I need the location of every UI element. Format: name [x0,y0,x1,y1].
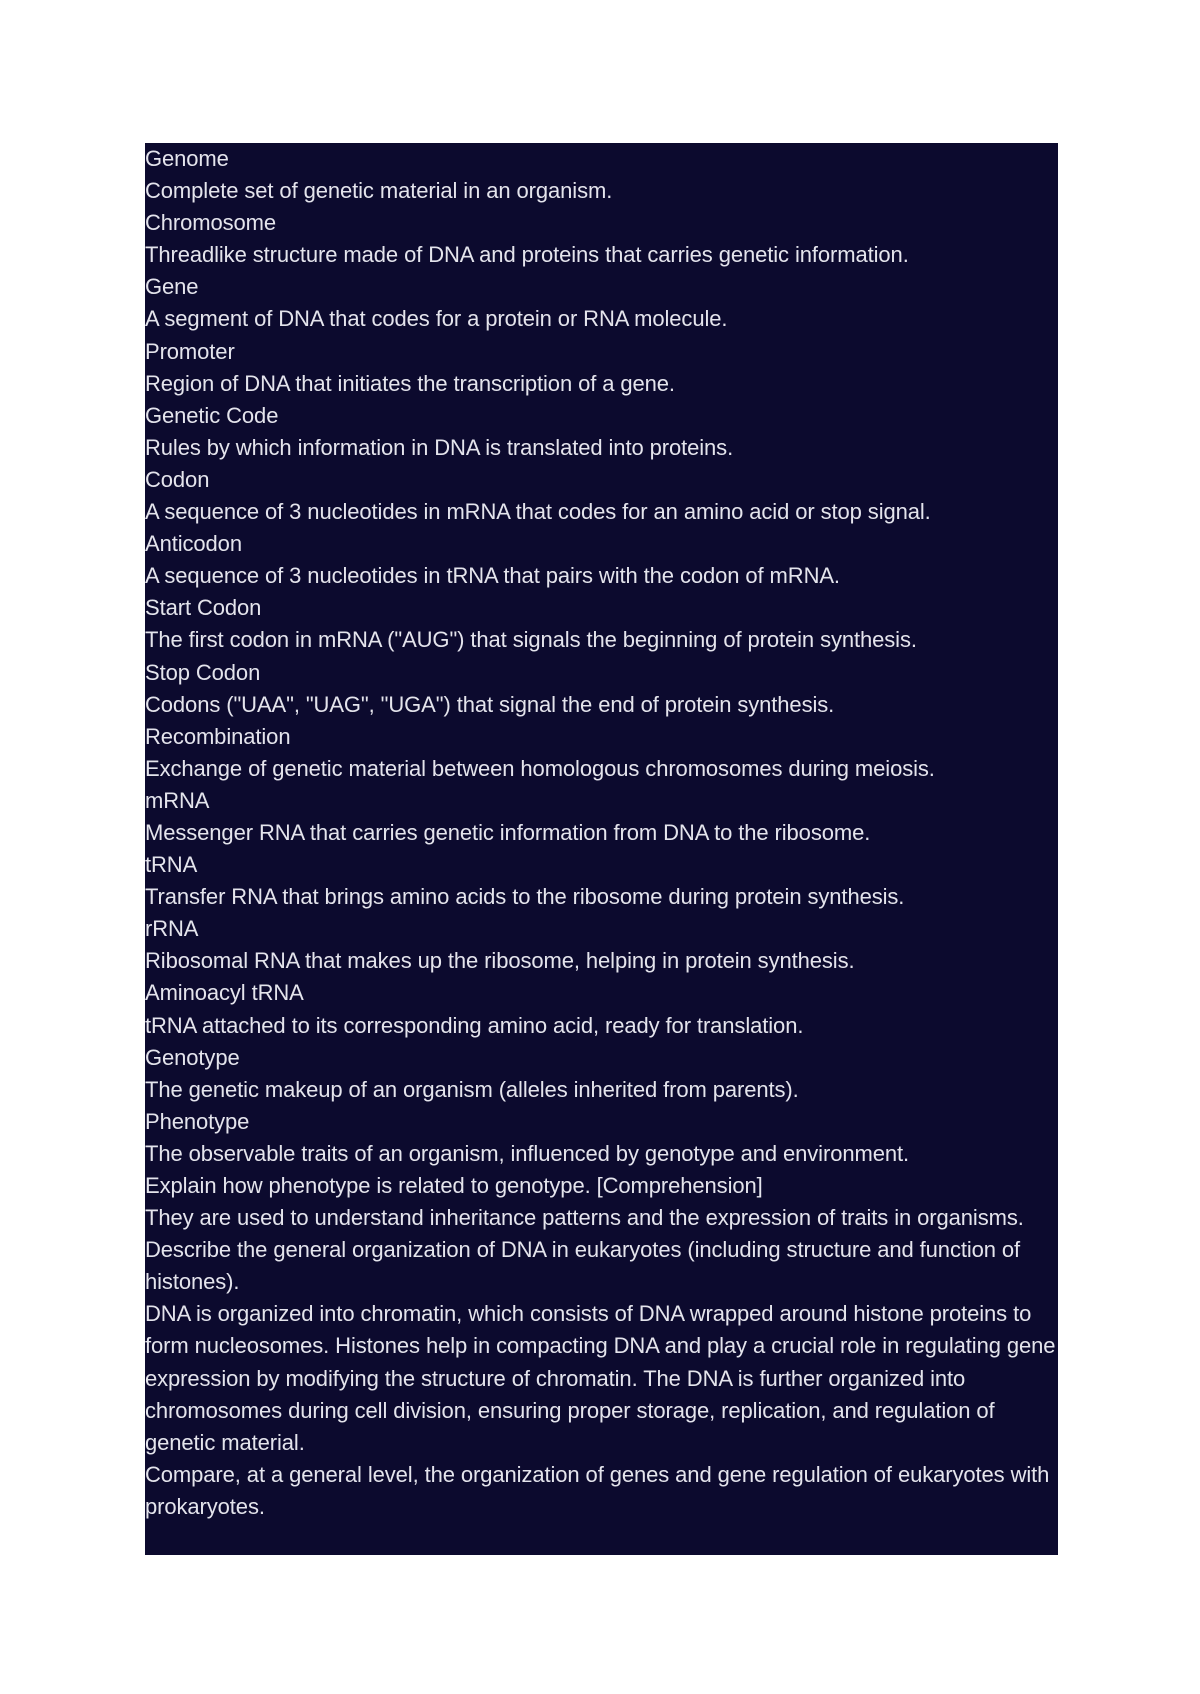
term-phenotype: Phenotype [145,1108,250,1134]
question-compare-gene-regulation: Compare, at a general level, the organization of genes and gene regulation of eukaryotes with prokaryotes. [145,1461,1050,1519]
term-chromosome: Chromosome [145,210,277,236]
question-phenotype-genotype: Explain how phenotype is related to genotype. [Comprehension] [145,1173,763,1198]
answer-phenotype-genotype: They are used to understand inheritance patterns and the expression of traits in organisms. [145,1205,1024,1231]
term-aminoacyl-trna: Aminoacyl tRNA [145,980,304,1006]
term-stop-codon: Stop Codon [145,659,261,685]
definition-genome: Complete set of genetic material in an organism. [145,178,613,204]
definition-anticodon: A sequence of 3 nucleotides in tRNA that pairs with the codon of mRNA. [145,563,840,589]
term-start-codon: Start Codon [145,595,262,621]
definition-mrna: Messenger RNA that carries genetic information from DNA to the ribosome. [145,819,871,845]
definition-recombination: Exchange of genetic material between homologous chromosomes during meiosis. [145,755,935,781]
term-genetic-code: Genetic Code [145,402,279,428]
term-genome: Genome [145,146,229,171]
term-recombination: Recombination [145,723,291,749]
definition-aminoacyl-trna: tRNA attached to its corresponding amino acid, ready for translation. [145,1012,804,1038]
definition-trna: Transfer RNA that brings amino acids to the ribosome during protein synthesis. [145,884,905,910]
term-rrna: rRNA [145,916,199,942]
flashcard-text-block [145,143,1058,1555]
term-promoter: Promoter [145,338,235,364]
term-trna: tRNA [145,852,198,878]
definition-codon: A sequence of 3 nucleotides in mRNA that codes for an amino acid or stop signal. [145,499,931,525]
term-gene: Gene [145,274,199,300]
definition-start-codon: The first codon in mRNA ("AUG") that signals the beginning of protein synthesis. [145,627,917,653]
definition-genotype: The genetic makeup of an organism (alleles inherited from parents). [145,1076,799,1102]
term-codon: Codon [145,466,210,492]
definition-chromosome: Threadlike structure made of DNA and proteins that carries genetic information. [145,242,909,268]
definition-rrna: Ribosomal RNA that makes up the ribosome, helping in protein synthesis. [145,948,855,974]
term-mrna: mRNA [145,787,210,813]
term-anticodon: Anticodon [145,531,242,557]
definition-phenotype: The observable traits of an organism, influenced by genotype and environment. [145,1140,909,1166]
question-dna-organization: Describe the general organization of DNA in eukaryotes (including structure and function of histones). [145,1237,1021,1295]
definition-gene: A segment of DNA that codes for a protein or RNA molecule. [145,306,728,332]
definition-promoter: Region of DNA that initiates the transcription of a gene. [145,370,675,396]
term-genotype: Genotype [145,1044,240,1070]
answer-dna-organization: DNA is organized into chromatin, which consists of DNA wrapped around histone proteins to form nucleosomes. Histones help in compacting DNA and play a crucial role in regulating gene expression by modifying the structure of chromatin. The DNA is further organized into chromosomes during cell division, ensuring proper storage, replication, and regulation of genetic material. [145,1301,1056,1455]
definition-genetic-code: Rules by which information in DNA is translated into proteins. [145,434,734,460]
definition-stop-codon: Codons ("UAA", "UAG", "UGA") that signal the end of protein synthesis. [145,691,835,717]
